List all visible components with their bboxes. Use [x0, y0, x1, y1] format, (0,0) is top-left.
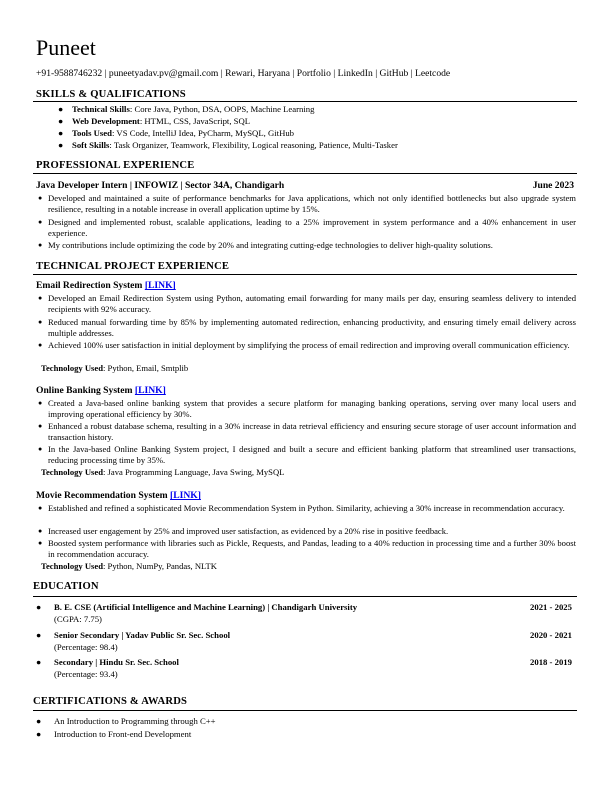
github-link[interactable]: GitHub	[379, 68, 409, 79]
certifications-rule	[33, 710, 577, 711]
phone: +91-9588746232	[36, 68, 103, 79]
bullet-icon: ●	[36, 602, 42, 612]
job-date: June 2023	[532, 180, 574, 191]
project-link[interactable]: [LINK]	[144, 280, 176, 291]
email-link[interactable]: puneetyadav.pv@gmail.com	[108, 68, 219, 79]
linkedin-link[interactable]: LinkedIn	[337, 68, 373, 79]
contact-line: +91-9588746232 | puneetyadav.pv@gmail.com | Rewari, Haryana | Portfolio | LinkedIn | GitHub | Leetcode	[36, 68, 451, 79]
bullet-icon: ●	[58, 116, 64, 126]
project-bullet: ● Established and refined a sophisticated Movie Recommendation System in Python. Similarity, achieving a 30% increase in recommendation accuracy.	[38, 503, 565, 513]
bullet-icon: ●	[36, 657, 42, 667]
skills-heading: SKILLS & QUALIFICATIONS	[36, 89, 186, 100]
project-bullet: ● Boosted system performance with libraries such as Pickle, Requests, and Pandas, leading to a 40% reduction in processing time and a further 30% boost in recommendation accuracy.	[38, 538, 576, 560]
portfolio-link[interactable]: Portfolio	[296, 68, 331, 79]
bullet-icon: ●	[36, 630, 42, 640]
projects-heading: TECHNICAL PROJECT EXPERIENCE	[36, 261, 230, 272]
project-bullet: ● Enhanced a robust database schema, resulting in a 30% increase in data retrieval efficiency and ensuring secure storage of user account information and transaction history.	[38, 421, 576, 443]
resume-page: Puneet +91-9588746232 | puneetyadav.pv@gmail.com | Rewari, Haryana | Portfolio | LinkedIn | GitHub | Leetcode SKILLS & QUALIFICATIONS ● Technical Skills: Core Java, Python, DSA, OOPS, Machine Learning ● Web Development: HTML, CSS, JavaScript, SQL ● Tools Used: VS Code, IntelliJ Idea, PyCharm, MySQL, GitHub ● Soft Skills: Task Organizer, Teamwork, Flexibility, Logical reasoning, Patience, Multi-Tasker PROFESSIONAL EXPERIENCE Java Developer Intern | INFOWIZ | Sector 34A, Chandigarh June 2023 ● Developed and maintained a suite of performance benchmarks for Java applications, which not only identified bottlenecks but also upgrade system resilience, resulting in a notable increase in overall application uptime by 15%. ● Designed and implemented robust, scalable applications, leading to a 25% improvement in system performance and a 40% enhancement in user experience. ● My contributions include optimizing the code by 20% and integrating cutting-edge technologies to deliver high-quality solutions. TECHNICAL PROJECT EXPERIENCE Email Redirection System [LINK] ● Developed an Email Redirection System using Python, automating email forwarding for many mails per day, ensuring seamless delivery to intended recipients with 92% accuracy. ● Reduced manual forwarding time by 85% by implementing automated redirection, enhancing productivity, and ensuring timely email delivery across multiple addresses. ● Achieved 100% user satisfaction in initial deployment by simplifying the process of email redirection and improving overall communication efficiency. Technology Used: Python, Email, Smtplib Online Banking System [LINK] ● Created a Java-based online banking system that provides a secure platform for managing banking operations, serving over many local users and improving operational efficiency by 30%. ● Enhanced a robust database schema, resulting in a 30% increase in data retrieval efficiency and ensuring secure storage of user account information and transaction history. ● In the Java-based Online Banking System project, I designed and built a secure and efficient banking platform that streamlined user transactions, reducing processing time by 35%. Technology Used: Java Programming Language, Java Swing, MySQL Movie Recommendation System [LINK] ● Established and refined a sophisticated Movie Recommendation System in Python. Similarity, achieving a 30% increase in recommendation accuracy. ● Increased user engagement by 25% and improved user satisfaction, as evidenced by a 20% rise in positive feedback. ● Boosted system performance with libraries such as Pickle, Requests, and Pandas, leading to a 40% reduction in processing time and a further 30% boost in recommendation accuracy. Technology Used: Python, NumPy, Pandas, NLTK EDUCATION ● B. E. CSE (Artificial Intelligence and Machine Learning) | Chandigarh University 2021 - 2025 (CGPA: 7.75) ● Senior Secondary | Yadav Public Sr. Sec. School 2020 - 2021 (Percentage: 98.4) ● Secondary | Hindu Sr. Sec. School 2018 - 2019 (Percentage: 93.4) CERTIFICATIONS & AWARDS ● An Introduction to Programming through C++ ● Introduction to Front-end Development	[33, 35, 576, 739]
experience-rule	[33, 173, 577, 174]
skill-web: ● Web Development: HTML, CSS, JavaScript, SQL	[58, 116, 251, 126]
project-tech: Technology Used: Python, Email, Smtplib	[41, 363, 189, 373]
education-rule	[33, 596, 577, 597]
project-title-email: Email Redirection System [LINK]	[36, 280, 176, 291]
experience-bullet: ● Developed and maintained a suite of performance benchmarks for Java applications, which not only identified bottlenecks but also upgrade system resilience, resulting in a notable increase in overall application uptime by 15%.	[38, 193, 576, 215]
skill-soft: ● Soft Skills: Task Organizer, Teamwork, Flexibility, Logical reasoning, Patience, Multi-Tasker	[58, 140, 398, 150]
project-bullet: ● Reduced manual forwarding time by 85% by implementing automated redirection, enhancing productivity, and ensuring timely email delivery across multiple addresses.	[38, 317, 576, 339]
project-tech: Technology Used: Python, NumPy, Pandas, NLTK	[41, 561, 217, 571]
skills-rule	[33, 101, 577, 102]
candidate-name: Puneet	[36, 35, 96, 60]
bullet-icon: ●	[58, 104, 64, 114]
bullet-icon: ●	[58, 140, 64, 150]
bullet-icon: ●	[36, 729, 42, 739]
project-title-banking: Online Banking System [LINK]	[36, 385, 166, 396]
leetcode-link[interactable]: Leetcode	[415, 68, 451, 79]
job-header	[36, 180, 576, 192]
experience-heading: PROFESSIONAL EXPERIENCE	[36, 160, 195, 171]
skill-technical: ● Technical Skills: Core Java, Python, DSA, OOPS, Machine Learning	[58, 104, 315, 114]
project-bullet: ● Developed an Email Redirection System using Python, automating email forwarding for many mails per day, ensuring seamless delivery to intended recipients with 92% accuracy.	[38, 293, 576, 315]
project-title-movie: Movie Recommendation System [LINK]	[36, 490, 201, 501]
experience-bullet: ● Designed and implemented robust, scalable applications, leading to a 25% improvement in system performance and a 40% enhancement in user experience.	[38, 217, 576, 239]
project-tech: Technology Used: Java Programming Language, Java Swing, MySQL	[41, 467, 285, 477]
project-bullet: ● Achieved 100% user satisfaction in initial deployment by simplifying the process of email redirection and improving overall communication efficiency.	[38, 340, 570, 350]
experience-bullet: ● My contributions include optimizing the code by 20% and integrating cutting-edge technologies to deliver high-quality solutions.	[38, 240, 493, 250]
bullet-icon: ●	[36, 716, 42, 726]
project-bullet: ● In the Java-based Online Banking System project, I designed and built a secure and efficient banking platform that streamlined user transactions, reducing processing time by 35%.	[38, 444, 576, 466]
project-bullet: ● Increased user engagement by 25% and improved user satisfaction, as evidenced by a 20% rise in positive feedback.	[38, 526, 449, 536]
project-bullet: ● Created a Java-based online banking system that provides a secure platform for managing banking operations, serving over many local users and improving operational efficiency by 30%.	[38, 398, 576, 420]
skill-tools: ● Tools Used: VS Code, IntelliJ Idea, PyCharm, MySQL, GitHub	[58, 128, 295, 138]
location: Rewari, Haryana	[225, 68, 291, 79]
bullet-icon: ●	[58, 128, 64, 138]
certifications-heading: CERTIFICATIONS & AWARDS	[33, 696, 188, 707]
job-role: Java Developer Intern | INFOWIZ | Sector 34A, Chandigarh	[36, 180, 285, 191]
project-link[interactable]: [LINK]	[134, 385, 166, 396]
project-link[interactable]: [LINK]	[170, 490, 201, 501]
education-heading: EDUCATION	[33, 581, 99, 592]
projects-rule	[33, 274, 577, 275]
